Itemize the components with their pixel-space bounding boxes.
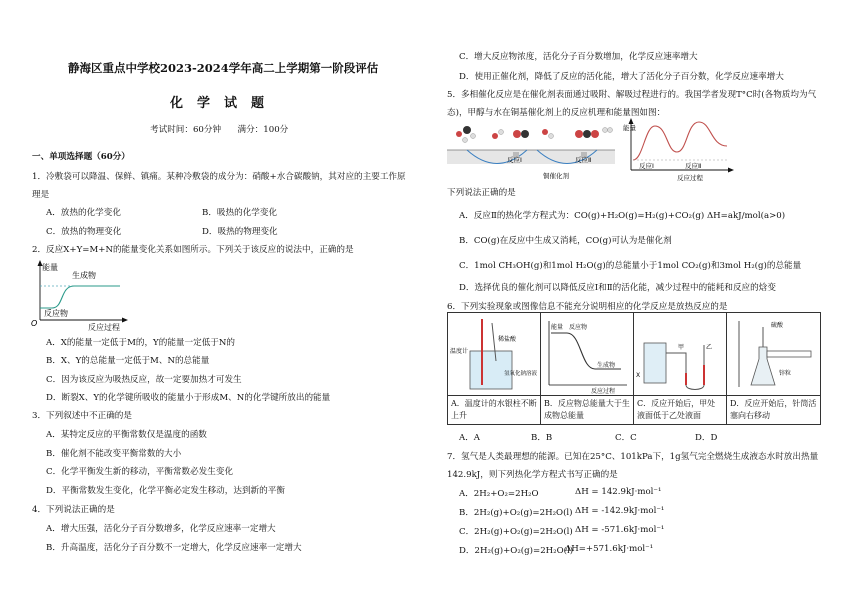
q5-question: 下列说法正确的是	[447, 188, 516, 198]
q5-option-c: C．1mol CH₃OH(g)和1mol H₂O(g)的总能量小于1mol CO₂(g)和3mol H₂(g)的总能量	[459, 261, 802, 271]
q2-option-b: B．X、Y的总能量一定低于M、N的总能量	[46, 356, 210, 366]
q6c-label-x: X	[636, 372, 641, 379]
q4-stem: 4．下列说法正确的是	[32, 505, 115, 515]
q5-label-catalyst: 铜催化剂	[543, 172, 569, 180]
q5-mechanism-figure	[447, 120, 617, 182]
q2-product-label: 生成物	[72, 271, 96, 280]
q6-caption-b: B．反应物总能量大于生成物总能量	[540, 395, 634, 425]
q6b-xlabel: 反应过程	[591, 388, 616, 395]
q2-x-arrow	[122, 318, 128, 323]
q3-option-c: C．化学平衡发生新的移动，平衡常数必发生变化	[46, 467, 234, 477]
q6-fig-b	[541, 313, 633, 395]
q6-answer-d: D．D	[695, 433, 718, 443]
q1-stem-line1: 1．冷敷袋可以降温、保鲜、镇痛。某种冷敷袋的成分为：硝酸+水合碳酸钠，其对应的主要工作原	[32, 172, 406, 182]
q5-atom	[608, 128, 613, 133]
q5-energy-r2: 反应Ⅱ	[685, 162, 702, 170]
q6-cell-a	[447, 312, 541, 396]
q6-answer-b: B．B	[531, 433, 553, 443]
q7-option-a-eq: A．2H₂+O₂=2H₂O	[459, 489, 539, 499]
q6c-label-jia: 甲	[678, 344, 685, 351]
q3-option-b: B．催化剂不能改变平衡常数的大小	[46, 449, 182, 459]
q5-stem-line2: 态)，甲醇与水在铜基催化剂上的反应机理和能量图如图：	[447, 108, 666, 118]
q6-stem: 6．下列实验现象或图像信息不能充分说明相应的化学反应是放热反应的是	[447, 302, 728, 312]
q5-option-a: A．反应Ⅱ的热化学方程式为：CO(g)+H₂O(g)=H₂(g)+CO₂(g) ΔH=akJ/mol(a>0)	[459, 211, 786, 221]
q5-energy-figure	[623, 116, 743, 182]
q7-option-b-eq: B．2H₂(g)+O₂(g)=2H₂O(l)	[459, 508, 573, 518]
q5-energy-ylabel: 能量	[623, 124, 636, 132]
q5-atom	[603, 128, 608, 133]
q7-option-d-eq: D．2H₂(g)+O₂(g)=2H₂O(l)	[459, 546, 574, 556]
subject-title: 化学试题	[170, 96, 279, 111]
q5-energy-xlabel: 反应过程	[677, 174, 703, 182]
q5-atom	[456, 131, 462, 137]
q1-stem-line2: 理是	[32, 190, 50, 200]
q1-option-c: C．放热的物理变化	[46, 227, 122, 237]
q5-atom	[463, 126, 471, 134]
q6-fig-a	[448, 313, 540, 395]
q5-label-r2: 反应Ⅱ	[575, 156, 592, 164]
q2-option-a: A．X的能量一定低于M的，Y的能量一定低于N的	[46, 338, 236, 348]
q7-stem-line2: 142.9kJ，则下列热化学方程式书写正确的是	[447, 470, 618, 480]
q5-atom	[549, 134, 554, 139]
q2-option-d: D．断裂X、Y的化学键所吸收的能量小于形成M、N的化学键所放出的能量	[46, 393, 331, 403]
q6-caption-a: A．温度计的水银柱不断上升	[447, 395, 541, 425]
exam-info: 考试时间：60分钟 满分：100分	[150, 125, 289, 135]
q6-cell-c	[633, 312, 727, 396]
q1-option-b: B．吸热的化学变化	[202, 208, 278, 218]
q7-option-c-dh: ΔH = -571.6kJ·mol⁻¹	[575, 525, 665, 535]
q7-stem-line1: 7．氢气是人类最理想的能源。已知在25°C、101kPa下，1g氢气完全燃烧生成液态水时放出热量	[447, 452, 819, 462]
q6-cell-b	[540, 312, 634, 396]
q6b-product: 生成物	[597, 362, 616, 369]
q2-ylabel: 能量	[42, 263, 58, 272]
q7-option-a-dh: ΔH = 142.9kJ·mol⁻¹	[575, 487, 662, 497]
beaker-icon	[470, 351, 512, 389]
q6a-label-thermo: 温度计	[450, 348, 469, 355]
q1-option-a: A．放热的化学变化	[46, 208, 121, 218]
q6b-reactant: 反应物	[569, 324, 588, 331]
q4-option-b: B．升高温度，活化分子百分数不一定增大，化学反应速率一定增大	[46, 543, 302, 553]
q2-xlabel: 反应过程	[88, 323, 120, 332]
q5-stem-line1: 5．多相催化反应是在催化剂表面通过吸附、解吸过程进行的。我国学者发现T°C时(各物质均为气	[447, 90, 817, 100]
q5-option-d: D．选择优良的催化剂可以降低反应Ⅰ和Ⅱ的活化能，减少过程中的能耗和反应的焓变	[459, 283, 776, 293]
q2-origin: O	[31, 319, 38, 328]
q5-atom	[492, 133, 498, 139]
q6a-label-base: 氢氧化钠溶液	[504, 371, 538, 377]
q6-answer-c: C．C	[615, 433, 637, 443]
q5-atom	[471, 134, 476, 139]
q5-atom	[521, 130, 529, 138]
q3-option-a: A．某特定反应的平衡常数仅是温度的函数	[46, 430, 207, 440]
q5-atom	[463, 138, 468, 143]
q2-reactant-label: 反应物	[44, 309, 68, 318]
q6-fig-c	[634, 313, 726, 395]
q6d-label-acid: 硫酸	[771, 322, 784, 329]
q6d-label-zinc: 锌粒	[779, 370, 792, 377]
q5-energy-r1: 反应Ⅰ	[639, 162, 654, 170]
q5-label-r1: 反应Ⅰ	[507, 156, 522, 164]
q5-atom	[513, 130, 521, 138]
q2-stem: 2．反应X+Y=M+N的能量变化关系如图所示。下列关于该反应的说法中，正确的是	[32, 245, 354, 255]
q6-figure-table	[447, 312, 821, 425]
q7-option-c-eq: C．2H₂(g)+O₂(g)=2H₂O(l)	[459, 527, 573, 537]
q7-option-d-dh: ΔH=+571.6kJ·mol⁻¹	[565, 544, 654, 554]
q6-caption-c: C．反应开始后，甲处液面低于乙处液面	[633, 395, 727, 425]
q4-option-a: A．增大压强，活化分子百分数增多，化学反应速率一定增大	[46, 524, 276, 534]
q5-option-b: B．CO(g)在反应中生成又消耗，CO(g)可认为是催化剂	[459, 236, 672, 246]
q6-answer-a: A．A	[459, 433, 481, 443]
q7-option-b-dh: ΔH = -142.9kJ·mol⁻¹	[575, 506, 665, 516]
q3-stem: 3．下列叙述中不正确的是	[32, 411, 132, 421]
section-heading: 一、单项选择题（60分）	[32, 152, 130, 162]
q5-energy-curve	[633, 122, 727, 160]
q5-atom	[575, 130, 583, 138]
q6a-label-acid: 稀盐酸	[498, 336, 517, 343]
syringe-icon	[767, 351, 811, 357]
flask-icon	[644, 343, 666, 383]
q6-caption-d: D．反应开始后，针筒活塞向右移动	[726, 395, 821, 425]
q4-option-d: D．使用正催化剂，降低了反应的活化能，增大了活化分子百分数，化学反应速率增大	[459, 72, 784, 82]
q5-atom	[591, 130, 599, 138]
q6c-label-yi: 乙	[706, 344, 713, 351]
q2-energy-diagram	[30, 258, 150, 328]
q6-cell-d	[726, 312, 821, 396]
exam-title: 静海区重点中学校2023-2024学年高二上学期第一阶段评估	[68, 61, 379, 75]
q5-atom	[583, 130, 591, 138]
q6b-ylabel: 能量	[551, 324, 564, 331]
q5-atom	[542, 129, 548, 135]
q3-option-d: D．平衡常数发生变化，化学平衡必定发生移动，达到新的平衡	[46, 486, 285, 496]
q1-option-d: D．吸热的物理变化	[202, 227, 278, 237]
q2-energy-curve	[40, 286, 120, 308]
q6-fig-d	[727, 313, 820, 395]
q5-atom	[499, 130, 504, 135]
q4-option-c: C．增大反应物浓度，活化分子百分数增加，化学反应速率增大	[459, 52, 698, 62]
q2-option-c: C．因为该反应为吸热反应，故一定要加热才可发生	[46, 375, 242, 385]
